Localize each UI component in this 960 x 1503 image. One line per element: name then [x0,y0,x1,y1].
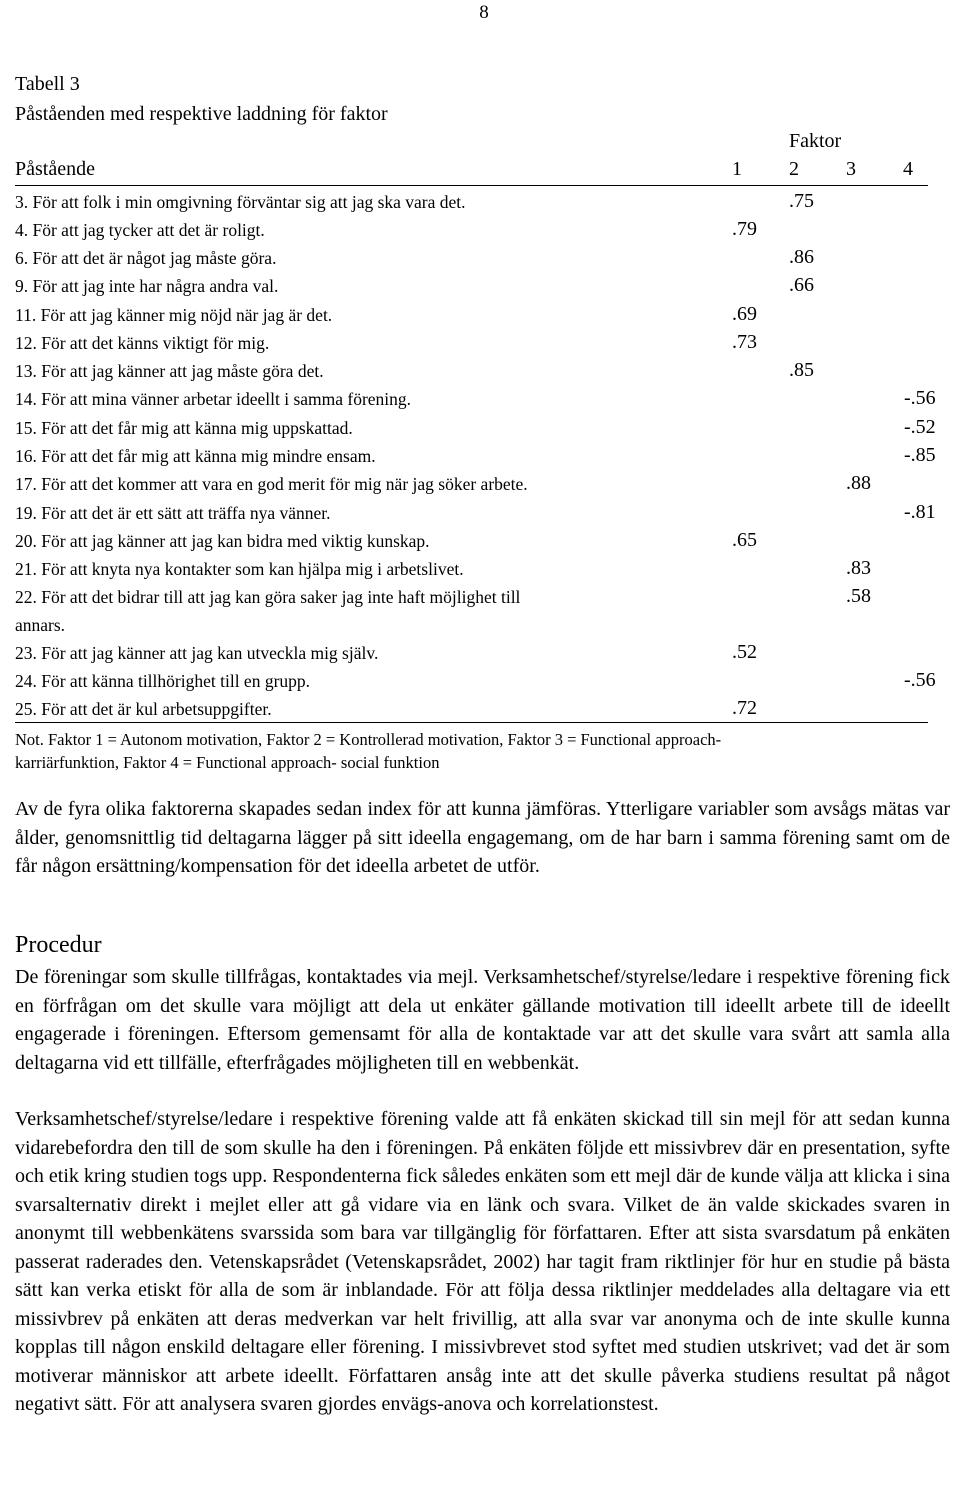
table-top-rule [15,185,928,186]
body-paragraph-1: Av de fyra olika faktorerna skapades sedan index för att kunna jämföras. Ytterligare variabler som avsågs mätas var ålder, genomsnittlig tid deltagarna lägger på sitt ideella engagemang, om de har barn i samma förening samt om de får någon ersättning/kompensation för det ideella arbetet de utför. [15,798,950,877]
section-heading: Procedur [15,932,102,958]
statement-label: 9. För att jag inte har några andra val. [15,276,279,296]
statement-label: 15. För att det får mig att känna mig uppskattad. [15,418,353,438]
table-row [15,472,955,500]
factor-1-loading: .69 [732,303,757,325]
table-note-line-1: Not. Faktor 1 = Autonom motivation, Faktor 2 = Kontrollerad motivation, Faktor 3 = Functional approach- [15,730,722,749]
statement-label: 4. För att jag tycker att det är roligt. [15,220,265,240]
table-row [15,359,955,387]
statement-label: 12. För att det känns viktigt för mig. [15,333,270,353]
factor-4-header: 4 [903,158,913,180]
statement-label: 16. För att det får mig att känna mig mindre ensam. [15,446,376,466]
factor-4-loading: -.56 [904,669,936,691]
factor-4-loading: -.81 [904,501,936,523]
table-row [15,697,955,725]
statement-label: 11. För att jag känner mig nöjd när jag är det. [15,305,333,325]
statement-label: 20. För att jag känner att jag kan bidra med viktig kunskap. [15,531,430,551]
factor-1-header: 1 [732,158,742,180]
factor-4-loading: -.56 [904,387,936,409]
factor-1-loading: .65 [732,529,757,551]
table-row [15,274,955,302]
table-row [15,501,955,529]
factor-3-loading: .83 [846,557,871,579]
factor-2-header: 2 [789,158,799,180]
statement-label: 17. För att det kommer att vara en god merit för mig när jag söker arbete. [15,474,528,494]
statement-label: 6. För att det är något jag måste göra. [15,248,277,268]
table-row [15,444,955,472]
table-row [15,331,955,359]
table-row [15,303,955,331]
factor-1-loading: .72 [732,697,757,719]
statement-label: 13. För att jag känner att jag måste göra det. [15,361,324,381]
table-caption-subtitle: Påståenden med respektive laddning för faktor [15,103,388,125]
table-row [15,190,955,218]
table-row [15,246,955,274]
table-row [15,416,955,444]
factor-3-header: 3 [846,158,856,180]
factor-3-loading: .88 [846,472,871,494]
statement-column-header: Påstående [15,158,95,180]
table-note-line-2: karriärfunktion, Faktor 4 = Functional approach- social funktion [15,753,440,772]
table-row [15,387,955,415]
table-bottom-rule [15,722,928,723]
statement-label: 21. För att knyta nya kontakter som kan hjälpa mig i arbetslivet. [15,559,464,579]
table-caption-title: Tabell 3 [15,73,80,95]
factor-1-loading: .52 [732,641,757,663]
table-row [15,585,955,635]
body-paragraph-3: Verksamhetschef/styrelse/ledare i respektive förening valde att få enkäten skickad till sin mejl för att sedan kunna vidarebefordra den till de som skulle ha den i föreningen. På enkäten följde ett missivbrev där en presentation, syfte och etik kring studien togs upp. Respondenterna fick således enkäten som ett mejl där de kunde välja att klicka i sina svarsalternativ direkt i mejlet eller att gå vidare via en länk och svara. Vilket de än valde skickades svaren in anonymt till webbenkätens svarssida som bara var tillgänglig för författaren. Efter att sista svarsdatum på enkäten passerat raderades den. Vetenskapsrådet (Vetenskapsrådet, 2002) har tagit fram riktlinjer för hur en studie på bästa sätt kan verka etiskt för alla de som är inblandade. För att följa dessa riktlinjer meddelades alla deltagare via ett missivbrev på enkäten att deras medverkan var helt frivillig, att alla svar var anonyma och de inte skulle kunna kopplas till någon enskild deltagare eller förening. I missivbrevet stod syftet med studien utskrivet; vad det är som motiverar människor att arbete ideellt. Författaren ansåg inte att det skulle påverka studiens resultat på något negativt sätt. För att analysera svaren gjordes envägs-anova och korrelationstest. [15,1108,950,1415]
statement-label-continuation: annars. [15,615,66,635]
factor-2-loading: .85 [789,359,814,381]
factor-2-loading: .66 [789,274,814,296]
table-row [15,529,955,557]
factor-3-loading: .58 [846,585,871,607]
statement-label: 22. För att det bidrar till att jag kan göra saker jag inte haft möjlighet till [15,587,521,607]
table-row [15,669,955,697]
factor-1-loading: .73 [732,331,757,353]
body-paragraph-2: De föreningar som skulle tillfrågas, kontaktades via mejl. Verksamhetschef/styrelse/ledare i respektive förening fick en förfrågan om det skulle vara möjligt att dela ut enkäter gällande motivation till ideellt arbete till de ideellt engagerade i föreningen. Eftersom gemensamt för alla de kontaktade var att det skulle vara svårt att samla alla deltagarna vid ett tillfälle, efterfrågades möjligheten till en webbenkät. [15,966,950,1074]
statement-label: 25. För att det är kul arbetsuppgifter. [15,699,272,719]
table-row [15,557,955,585]
statement-label: 14. För att mina vänner arbetar ideellt i samma förening. [15,389,412,409]
factor-2-loading: .86 [789,246,814,268]
factor-4-loading: -.85 [904,444,936,466]
factor-2-loading: .75 [789,190,814,212]
statement-label: 19. För att det är ett sätt att träffa nya vänner. [15,503,331,523]
factor-1-loading: .79 [732,218,757,240]
page-number: 8 [479,2,489,23]
table-row [15,641,955,669]
statement-label: 24. För att känna tillhörighet till en grupp. [15,671,311,691]
statement-label: 3. För att folk i min omgivning förväntar sig att jag ska vara det. [15,192,466,212]
factor-column-group-header: Faktor [789,130,842,152]
statement-label: 23. För att jag känner att jag kan utveckla mig själv. [15,643,379,663]
table-row [15,218,955,246]
factor-4-loading: -.52 [904,416,936,438]
